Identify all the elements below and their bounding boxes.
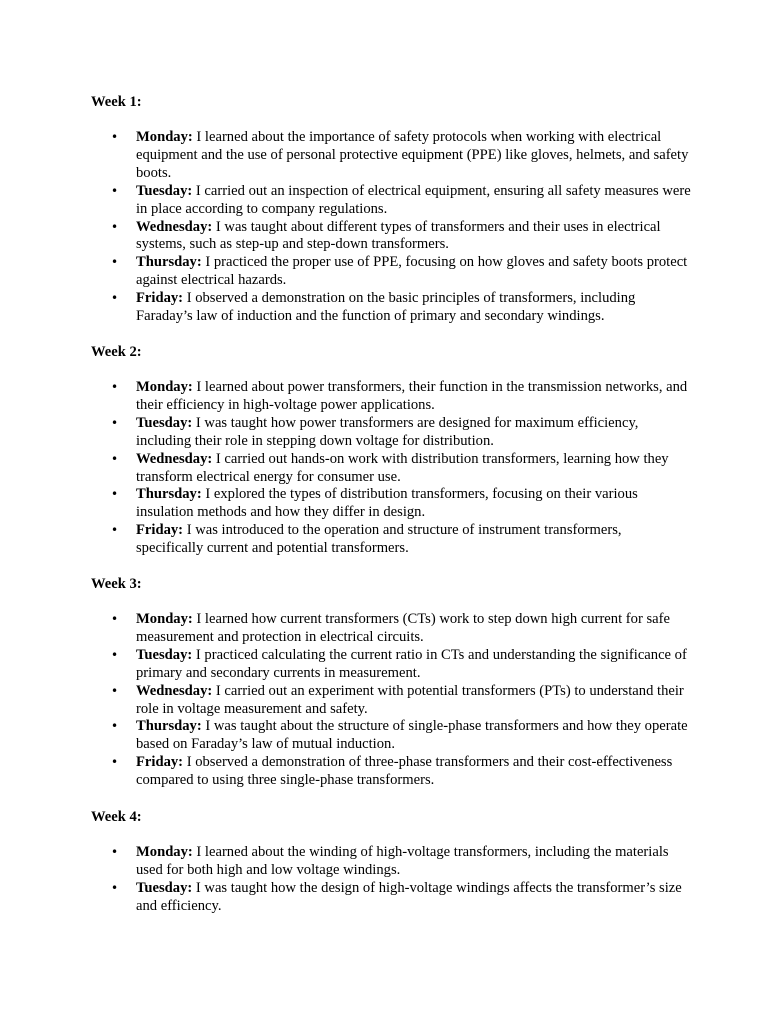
list-item: [91, 611, 691, 647]
list-item: [91, 486, 691, 522]
week-heading: Week 1:: [91, 94, 142, 110]
entry-text: I was taught about different types of transformers and their uses in electrical systems, such as step-up and step-down transformers.: [136, 218, 661, 253]
entry-text: I learned about the winding of high-voltage transformers, including the materials used for both high and low voltage windings.: [136, 844, 669, 878]
list-item: [91, 219, 691, 255]
day-label: Tuesday:: [136, 879, 193, 896]
day-label: Thursday:: [136, 486, 202, 503]
week-4-section: [91, 809, 691, 916]
day-label: Friday:: [136, 290, 184, 307]
day-label: Wednesday:: [136, 682, 213, 699]
entry-text: I practiced the proper use of PPE, focusing on how gloves and safety boots protect against electrical hazards.: [136, 254, 688, 289]
bullet-icon: •: [111, 755, 119, 770]
entry-list: [91, 379, 691, 558]
day-label: Monday:: [136, 611, 193, 627]
list-item: [91, 880, 691, 916]
day-label: Tuesday:: [136, 182, 193, 199]
bullet-icon: •: [111, 612, 119, 626]
entry-list: [91, 129, 691, 326]
bullet-icon: •: [111, 647, 119, 662]
bullet-icon: •: [111, 380, 119, 394]
entry-text: I observed a demonstration on the basic principles of transformers, including Faraday’s law of induction and the function of primary and secondary windings.: [136, 290, 636, 325]
list-item: [91, 451, 691, 487]
bullet-icon: •: [111, 255, 119, 270]
list-item: [91, 290, 691, 326]
week-2-section: [91, 344, 691, 558]
entry-text: I learned how current transformers (CTs) work to step down high current for safe measurement and protection in electrical circuits.: [136, 611, 670, 645]
entry-text: I observed a demonstration of three-phase transformers and their cost-effectiveness compared to using three single-phase transformers.: [136, 754, 673, 789]
day-label: Wednesday:: [136, 218, 213, 235]
week-heading: Week 3:: [91, 576, 142, 592]
bullet-icon: •: [111, 415, 119, 430]
day-label: Thursday:: [136, 718, 202, 735]
bullet-icon: •: [111, 487, 119, 502]
list-item: [91, 129, 691, 183]
week-3-section: [91, 576, 691, 790]
entry-list: [91, 611, 691, 790]
list-item: [91, 522, 691, 558]
week-heading: Week 2:: [91, 344, 142, 360]
entry-text: I learned about power transformers, their function in the transmission networks, and their efficiency in high-voltage power applications.: [136, 379, 688, 413]
bullet-icon: •: [111, 219, 119, 234]
bullet-icon: •: [111, 291, 119, 306]
list-item: [91, 254, 691, 290]
bullet-icon: •: [111, 523, 119, 538]
bullet-icon: •: [111, 719, 119, 734]
entry-text: I was taught about the structure of single-phase transformers and how they operate based on Faraday’s law of mutual induction.: [136, 718, 688, 753]
entry-text: I carried out hands-on work with distribution transformers, learning how they transform electrical energy for consumer use.: [136, 450, 669, 485]
entry-text: I learned about the importance of safety protocols when working with electrical equipment and the use of personal protective equipment (PPE) like gloves, helmets, and safety boots.: [136, 129, 689, 181]
day-label: Friday:: [136, 754, 184, 771]
day-label: Tuesday:: [136, 646, 193, 663]
bullet-icon: •: [111, 183, 119, 198]
list-item: [91, 415, 691, 451]
entry-text: I carried out an inspection of electrical equipment, ensuring all safety measures were in place according to company regulations.: [136, 182, 691, 217]
bullet-icon: •: [111, 683, 119, 698]
entry-list: [91, 844, 691, 916]
entry-text: I was introduced to the operation and structure of instrument transformers, specifically current and potential transformers.: [136, 522, 622, 557]
bullet-icon: •: [111, 130, 119, 144]
entry-text: I practiced calculating the current ratio in CTs and understanding the significance of primary and secondary currents in measurement.: [136, 646, 687, 681]
entry-text: I was taught how the design of high-voltage windings affects the transformer’s size and efficiency.: [136, 879, 682, 914]
day-label: Wednesday:: [136, 450, 213, 467]
list-item: [91, 754, 691, 790]
day-label: Monday:: [136, 129, 193, 145]
list-item: [91, 647, 691, 683]
list-item: [91, 183, 691, 219]
list-item: [91, 844, 691, 880]
entry-text: I carried out an experiment with potential transformers (PTs) to understand their role in voltage measurement and safety.: [136, 682, 684, 717]
day-label: Monday:: [136, 379, 193, 395]
day-label: Friday:: [136, 522, 184, 539]
list-item: [91, 683, 691, 719]
entry-text: I was taught how power transformers are designed for maximum efficiency, including their role in stepping down voltage for distribution.: [136, 414, 639, 449]
list-item: [91, 718, 691, 754]
week-1-section: [91, 94, 691, 326]
day-label: Monday:: [136, 844, 193, 860]
entry-text: I explored the types of distribution transformers, focusing on their various insulation methods and how they differ in design.: [136, 486, 638, 521]
day-label: Tuesday:: [136, 414, 193, 431]
day-label: Thursday:: [136, 254, 202, 271]
bullet-icon: •: [111, 451, 119, 466]
list-item: [91, 379, 691, 415]
week-heading: Week 4:: [91, 809, 142, 825]
bullet-icon: •: [111, 845, 119, 859]
bullet-icon: •: [111, 880, 119, 895]
